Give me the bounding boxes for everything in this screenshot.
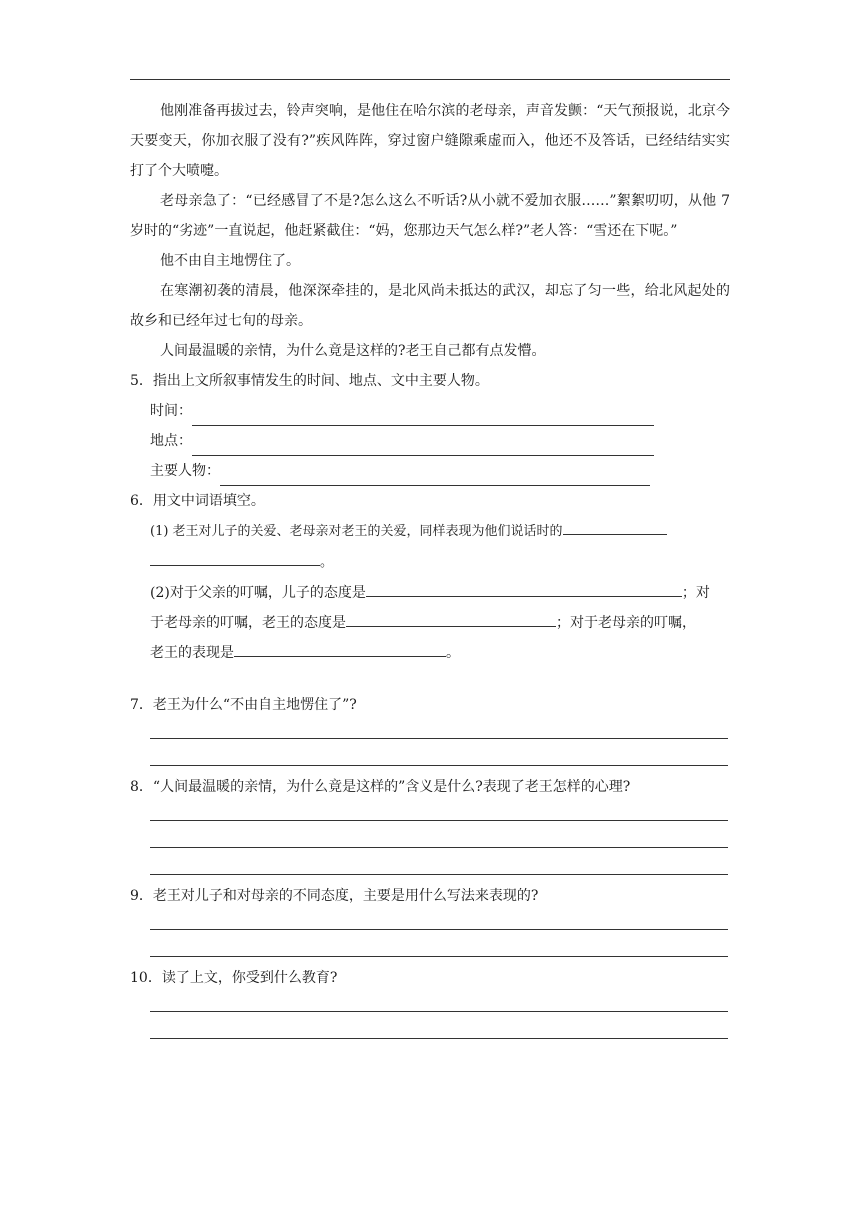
q8-answer-line-3[interactable]	[150, 874, 728, 875]
q9-answer-line-2[interactable]	[150, 956, 728, 957]
question-8: 8．“人间最温暖的亲情，为什么竟是这样的”含义是什么?表现了老王怎样的心理?	[130, 779, 631, 795]
q5-place-label: 地点：	[150, 433, 192, 449]
q5-time-blank[interactable]	[192, 407, 654, 426]
q6-item-2-text-d: ；对于老母亲的叮嘱，	[556, 615, 696, 631]
q10-answer-line-1[interactable]	[150, 1011, 728, 1012]
q9-answer-line-1[interactable]	[150, 929, 728, 930]
q5-time-label: 时间：	[150, 403, 192, 419]
q6-item-1	[130, 516, 730, 578]
q5-place-row	[130, 426, 730, 456]
passage-paragraph-2: 老母亲急了：“已经感冒了不是?怎么这么不听话?从小就不爱加衣服……”絮絮叨叨，从他 7 岁时的“劣迹”一直说起，他赶紧截住：“妈，您那边天气怎么样?”老人答：“雪还在下呢。”	[130, 193, 730, 239]
passage-paragraph-4: 在寒潮初袭的清晨，他深深牵挂的，是北风尚未抵达的武汉，却忘了匀一些，给北风起处的故乡和已经年过七旬的母亲。	[130, 283, 730, 329]
q5-place-blank[interactable]	[192, 437, 654, 456]
q6-item-2-blank-a[interactable]	[366, 578, 682, 597]
q5-person-row	[130, 456, 730, 486]
q6-item-2-text-b: ；对	[681, 585, 710, 601]
q6-item-1-text: (1) 老王对儿子的关爱、老母亲对老王的关爱，同样表现为他们说话时的	[150, 524, 563, 539]
q5-person-label: 主要人物：	[150, 463, 220, 479]
passage-paragraph-3: 他不由自主地愣住了。	[160, 253, 300, 269]
header-rule	[130, 79, 730, 80]
q5-person-blank[interactable]	[220, 467, 650, 486]
q6-item-1-blank-b[interactable]	[150, 547, 320, 566]
q6-item-2-text-a: (2)对于父亲的叮嘱，儿子的态度是	[150, 585, 366, 601]
passage-paragraph-5: 人间最温暖的亲情，为什么竟是这样的?老王自己都有点发懵。	[160, 343, 546, 359]
q6-item-2-text-e: 老王的表现是	[150, 645, 234, 661]
q8-answer-line-2[interactable]	[150, 847, 728, 848]
q5-time-row	[130, 396, 730, 426]
q6-item-1-blank-a[interactable]	[563, 516, 667, 535]
q6-item-2	[130, 578, 730, 668]
q10-answer-line-2[interactable]	[150, 1038, 728, 1039]
question-5: 5．指出上文所叙事情发生的时间、地点、文中主要人物。	[130, 373, 489, 389]
q6-item-2-text-c: 于老母亲的叮嘱，老王的态度是	[150, 615, 346, 631]
q6-item-2-blank-c[interactable]	[234, 638, 446, 657]
q6-item-2-end: 。	[446, 645, 460, 661]
q7-answer-line-1[interactable]	[150, 738, 728, 739]
question-10: 10．读了上文，你受到什么教育?	[130, 970, 338, 986]
question-7: 7．老王为什么“不由自主地愣住了”?	[130, 697, 357, 713]
q8-answer-line-1[interactable]	[150, 820, 728, 821]
question-9: 9．老王对儿子和对母亲的不同态度，主要是用什么写法来表现的?	[130, 888, 539, 904]
worksheet-content	[130, 96, 730, 668]
passage-paragraph-1: 他刚准备再拔过去，铃声突响，是他住在哈尔滨的老母亲，声音发颤：“天气预报说，北京今天要变天，你加衣服了没有?”疾风阵阵，穿过窗户缝隙乘虚而入，他还不及答话，已经结结实实打了个大喷嚏。	[130, 103, 730, 179]
q6-item-1-end: 。	[320, 555, 334, 570]
q7-answer-line-2[interactable]	[150, 765, 728, 766]
question-6: 6．用文中词语填空。	[130, 493, 265, 509]
q6-item-2-blank-b[interactable]	[346, 608, 556, 627]
